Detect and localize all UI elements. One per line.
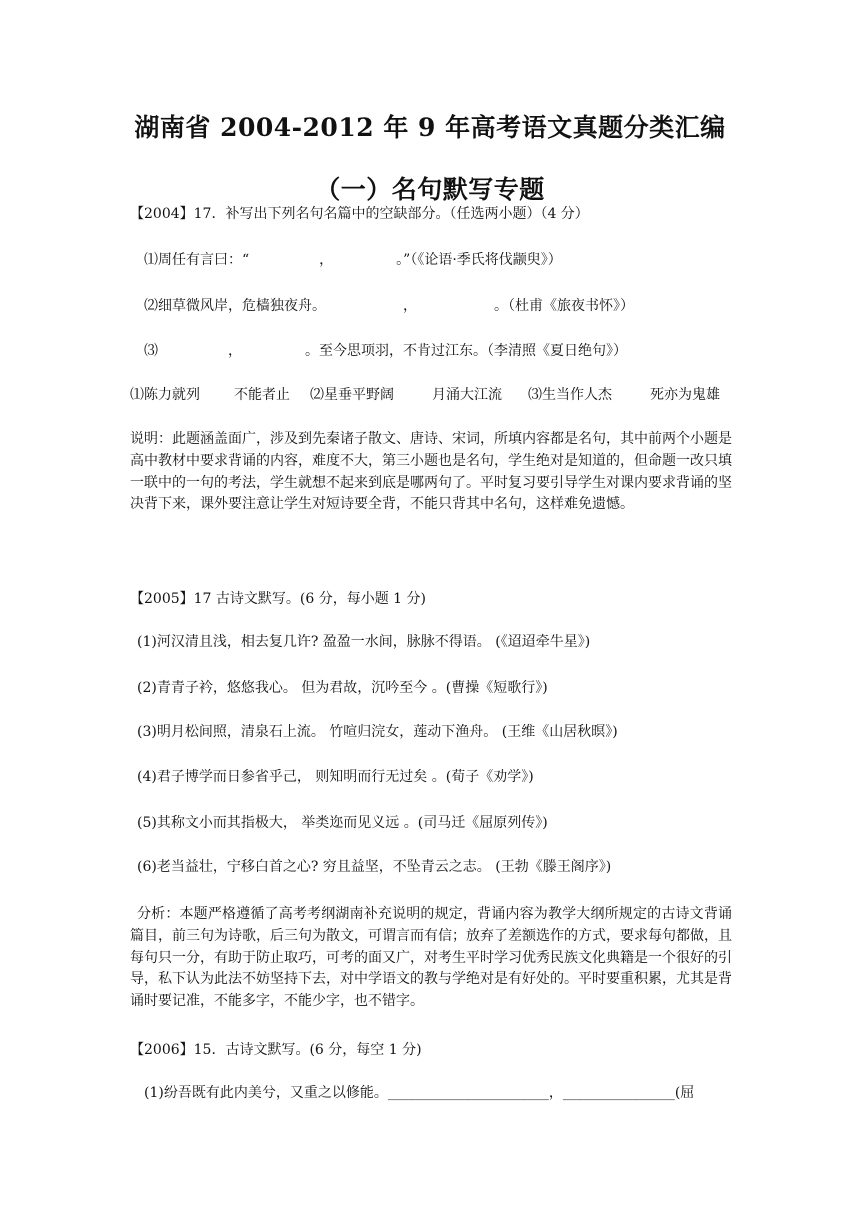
- section-2006-question-1: (1)纷吾既有此内美兮，又重之以修能。_______________________，________________(屈: [144, 1085, 695, 1101]
- document-subtitle: （一）名句默写专题: [315, 175, 545, 204]
- answer-item: ⑶生当作人杰: [528, 387, 612, 403]
- section-2005-item: (1)河汉清且浅，相去复几许? 盈盈一水间，脉脉不得语。 (《迢迢牵牛星》): [137, 634, 591, 650]
- document-title: 湖南省 2004-2012 年 9 年高考语文真题分类汇编: [134, 113, 726, 142]
- section-2005-item: (5)其称文小而其指极大， 举类迩而见义远 。(司马迁《屈原列传》): [137, 815, 548, 831]
- answer-item: 不能者止: [234, 387, 290, 403]
- section-2005-heading: 【2005】17 古诗文默写。(6 分，每小题 1 分): [130, 591, 426, 607]
- section-2004-note: 说明：此题涵盖面广，涉及到先秦诸子散文、唐诗、宋词，所填内容都是名句，其中前两个小题是高中教材中要求背诵的内容，难度不大，第三小题也是名句，学生绝对是知道的，但命题一改只填一联中的一句的考法，学生就想不起来到底是哪两句了。平时复习要引导学生对课内要求背诵的坚决背下来，课外要注意让学生对短诗要全背，不能只背其中名句，这样难免遗憾。: [130, 431, 732, 513]
- section-2004-question-1: ⑴周任有言曰：“ ， 。”（《论语·季氏将伐颛臾》）: [144, 252, 562, 268]
- section-2004-heading: 【2004】17．补写出下列名句名篇中的空缺部分。（任选两小题）（4 分）: [130, 206, 589, 222]
- answer-item: ⑴陈力就列: [130, 387, 200, 403]
- section-2006-heading: 【2006】15．古诗文默写。(6 分，每空 1 分): [130, 1042, 422, 1058]
- section-2004-question-2: ⑵细草微风岸，危樯独夜舟。 ， 。（杜甫《旅夜书怀》）: [144, 298, 634, 314]
- section-2005-item: (4)君子博学而日参省乎己， 则知明而行无过矣 。(荀子《劝学》): [137, 769, 534, 785]
- section-2005-item: (3)明月松间照，清泉石上流。 竹喧归浣女，莲动下渔舟。 (王维《山居秋暝》): [137, 724, 618, 740]
- answer-item: 月涌大江流: [432, 387, 502, 403]
- answer-item: ⑵星垂平野阔: [310, 387, 394, 403]
- section-2005-item: (6)老当益壮，宁移白首之心? 穷且益坚，不坠青云之志。 (王勃《滕王阁序》): [137, 859, 612, 875]
- section-2004-answers: [130, 386, 720, 404]
- section-2004-question-3: ⑶ ， 。至今思项羽，不肯过江东。（李清照《夏日绝句》）: [144, 343, 627, 359]
- section-2005-item: (2)青青子衿，悠悠我心。 但为君故，沉吟至今 。(曹操《短歌行》): [137, 680, 548, 696]
- section-2005-analysis: 分析：本题严格遵循了高考考纲湖南补充说明的规定，背诵内容为教学大纲所规定的古诗文背诵篇目，前三句为诗歌，后三句为散文，可谓言而有信；放弃了差额选作的方式，要求每句都做，且每句只一分，有助于防止取巧，可考的面又广，对考生平时学习优秀民族文化典籍是一个很好的引导，私下认为此法不妨坚持下去，对中学语文的教与学绝对是有好处的。平时要重积累，尤其是背诵时要记准，不能多字，不能少字，也不错字。: [130, 906, 732, 1010]
- answer-item: 死亦为鬼雄: [650, 387, 720, 403]
